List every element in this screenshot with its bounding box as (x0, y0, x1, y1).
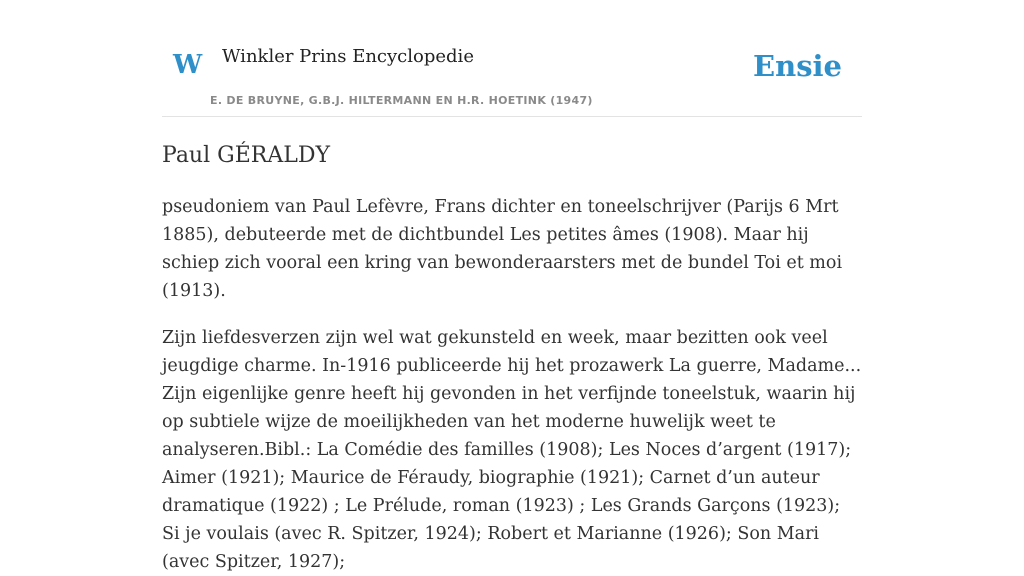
article-title: Paul GÉRALDY (162, 143, 330, 168)
winkler-prins-logo[interactable]: W (173, 50, 203, 80)
content-column (162, 0, 862, 576)
article-paragraph-1: pseudoniem van Paul Lefèvre, Frans dichter en toneelschrijver (Parijs 6 Mrt 1885), debuteerde met de dichtbundel Les petites âmes (1908). Maar hij schiep zich vooral een kring van bewonderaarsters met de bundel Toi et moi (1913). (162, 196, 843, 301)
ensie-logo[interactable]: Ensie (753, 49, 842, 83)
authors-line: E. DE BRUYNE, G.B.J. HILTERMANN EN H.R. HOETINK (1947) (210, 94, 593, 107)
article-paragraph-2: Zijn liefdesverzen zijn wel wat gekunsteld en week, maar bezitten ook veel jeugdige charme. In-1916 publiceerde hij het prozawerk La guerre, Madame... Zijn eigenlijke genre heeft hij gevonden in het verfijnde toneelstuk, waarin hij op subtiele wijze de moeilijkheden van het moderne huwelijk weet te analyseren.Bibl.: La Comédie des familles (1908); Les Noces d’argent (1917); Aimer (1921); Maurice de Féraudy, biographie (1921); Carnet d’un auteur dramatique (1922) ; Le Prélude, roman (1923) ; Les Grands Garçons (1923); Si je voulais (avec R. Spitzer, 1924); Robert et Marianne (1926); Son Mari (avec Spitzer, 1927); (162, 327, 862, 572)
site-title[interactable]: Winkler Prins Encyclopedie (222, 46, 474, 67)
site-header (162, 0, 862, 117)
